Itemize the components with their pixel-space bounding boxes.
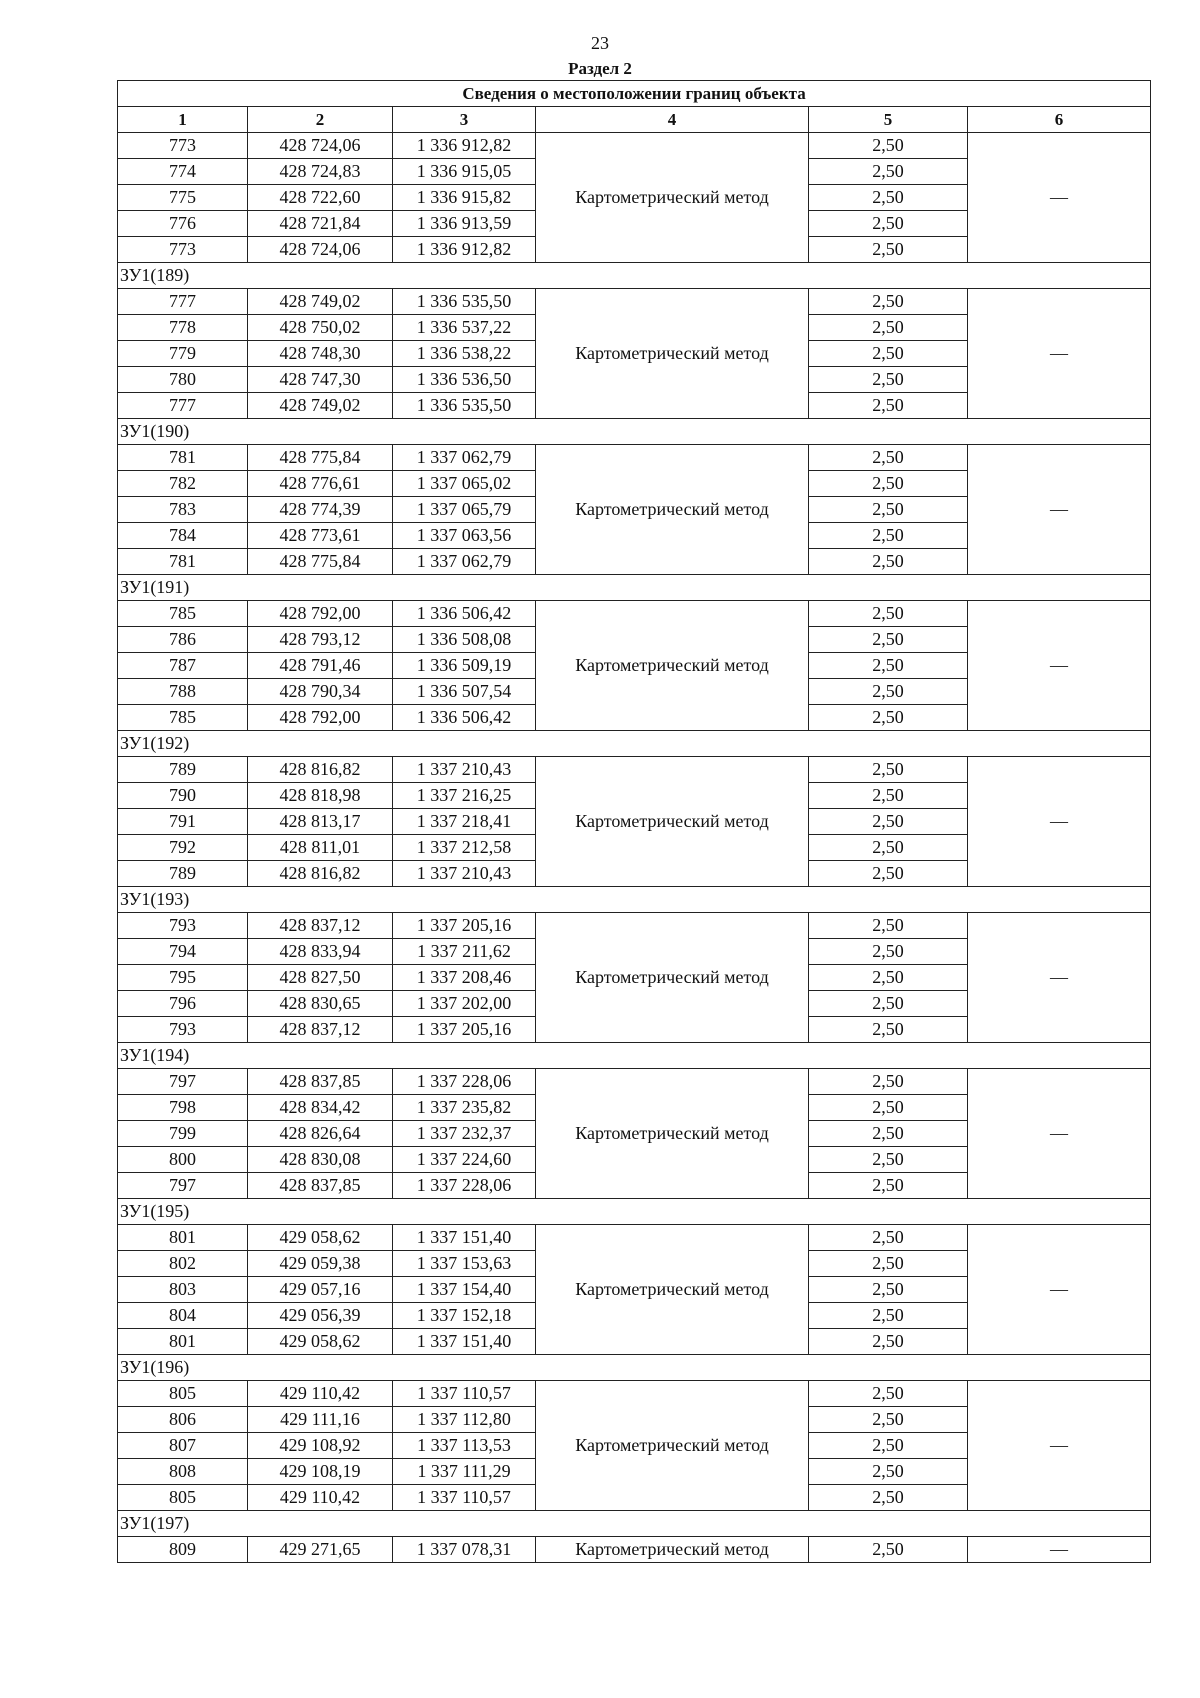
coordinate-y: 1 336 507,54 — [393, 679, 536, 705]
accuracy-value: 2,50 — [809, 237, 968, 263]
coordinate-x: 428 811,01 — [248, 835, 393, 861]
coordinate-x: 428 775,84 — [248, 445, 393, 471]
coordinate-y: 1 336 915,05 — [393, 159, 536, 185]
coordinate-x: 428 773,61 — [248, 523, 393, 549]
note-cell: — — [968, 1381, 1151, 1511]
coordinate-y: 1 336 537,22 — [393, 315, 536, 341]
method-cell: Картометрический метод — [536, 757, 809, 887]
coordinate-y: 1 337 224,60 — [393, 1147, 536, 1173]
point-number: 773 — [118, 133, 248, 159]
coordinate-y: 1 337 062,79 — [393, 445, 536, 471]
coordinate-x: 428 791,46 — [248, 653, 393, 679]
coordinate-x: 429 111,16 — [248, 1407, 393, 1433]
accuracy-value: 2,50 — [809, 549, 968, 575]
accuracy-value: 2,50 — [809, 367, 968, 393]
coordinate-y: 1 337 235,82 — [393, 1095, 536, 1121]
coordinate-x: 429 056,39 — [248, 1303, 393, 1329]
coordinate-x: 428 837,12 — [248, 1017, 393, 1043]
point-number: 803 — [118, 1277, 248, 1303]
coordinate-x: 428 724,83 — [248, 159, 393, 185]
note-cell: — — [968, 1069, 1151, 1199]
table-caption-row — [118, 81, 1151, 107]
accuracy-value: 2,50 — [809, 1225, 968, 1251]
point-number: 800 — [118, 1147, 248, 1173]
coordinate-y: 1 336 536,50 — [393, 367, 536, 393]
note-cell: — — [968, 757, 1151, 887]
coordinate-y: 1 337 153,63 — [393, 1251, 536, 1277]
parcel-label: ЗУ1(190) — [118, 419, 1151, 445]
accuracy-value: 2,50 — [809, 1173, 968, 1199]
boundary-coordinates-table — [117, 80, 1151, 1563]
point-number: 781 — [118, 549, 248, 575]
accuracy-value: 2,50 — [809, 653, 968, 679]
coordinate-y: 1 337 062,79 — [393, 549, 536, 575]
point-number: 781 — [118, 445, 248, 471]
parcel-label-row — [118, 263, 1151, 289]
coordinate-y: 1 336 538,22 — [393, 341, 536, 367]
point-number: 795 — [118, 965, 248, 991]
point-number: 801 — [118, 1329, 248, 1355]
coordinate-x: 429 108,92 — [248, 1433, 393, 1459]
point-number: 790 — [118, 783, 248, 809]
coordinate-x: 428 792,00 — [248, 601, 393, 627]
point-number: 802 — [118, 1251, 248, 1277]
point-number: 775 — [118, 185, 248, 211]
coordinate-x: 428 827,50 — [248, 965, 393, 991]
coordinate-y: 1 337 065,02 — [393, 471, 536, 497]
point-number: 773 — [118, 237, 248, 263]
point-number: 797 — [118, 1173, 248, 1199]
coordinate-x: 428 818,98 — [248, 783, 393, 809]
table-body — [118, 133, 1151, 1563]
parcel-label-row — [118, 1511, 1151, 1537]
coordinate-x: 429 108,19 — [248, 1459, 393, 1485]
note-cell: — — [968, 289, 1151, 419]
column-number-row — [118, 107, 1151, 133]
point-number: 808 — [118, 1459, 248, 1485]
point-number: 798 — [118, 1095, 248, 1121]
column-header: 5 — [809, 107, 968, 133]
coordinate-y: 1 337 228,06 — [393, 1173, 536, 1199]
coordinate-y: 1 337 211,62 — [393, 939, 536, 965]
note-cell: — — [968, 1225, 1151, 1355]
coordinate-y: 1 337 210,43 — [393, 757, 536, 783]
accuracy-value: 2,50 — [809, 471, 968, 497]
table-row — [118, 133, 1151, 159]
coordinate-y: 1 336 509,19 — [393, 653, 536, 679]
coordinate-x: 428 816,82 — [248, 861, 393, 887]
point-number: 789 — [118, 861, 248, 887]
accuracy-value: 2,50 — [809, 133, 968, 159]
coordinate-y: 1 337 112,80 — [393, 1407, 536, 1433]
point-number: 784 — [118, 523, 248, 549]
accuracy-value: 2,50 — [809, 211, 968, 237]
table-row — [118, 757, 1151, 783]
parcel-label: ЗУ1(195) — [118, 1199, 1151, 1225]
coordinate-x: 428 826,64 — [248, 1121, 393, 1147]
point-number: 779 — [118, 341, 248, 367]
coordinate-x: 428 776,61 — [248, 471, 393, 497]
coordinate-x: 428 748,30 — [248, 341, 393, 367]
coordinate-y: 1 337 228,06 — [393, 1069, 536, 1095]
accuracy-value: 2,50 — [809, 627, 968, 653]
coordinate-x: 428 774,39 — [248, 497, 393, 523]
coordinate-y: 1 337 110,57 — [393, 1381, 536, 1407]
point-number: 777 — [118, 289, 248, 315]
coordinate-y: 1 337 151,40 — [393, 1329, 536, 1355]
coordinate-x: 428 721,84 — [248, 211, 393, 237]
accuracy-value: 2,50 — [809, 783, 968, 809]
coordinate-y: 1 337 154,40 — [393, 1277, 536, 1303]
point-number: 788 — [118, 679, 248, 705]
accuracy-value: 2,50 — [809, 523, 968, 549]
coordinate-x: 429 057,16 — [248, 1277, 393, 1303]
method-cell: Картометрический метод — [536, 289, 809, 419]
coordinate-x: 428 830,08 — [248, 1147, 393, 1173]
coordinate-x: 428 790,34 — [248, 679, 393, 705]
point-number: 791 — [118, 809, 248, 835]
accuracy-value: 2,50 — [809, 835, 968, 861]
coordinate-y: 1 337 113,53 — [393, 1433, 536, 1459]
coordinate-x: 428 830,65 — [248, 991, 393, 1017]
parcel-label-row — [118, 1199, 1151, 1225]
coordinate-y: 1 337 152,18 — [393, 1303, 536, 1329]
point-number: 797 — [118, 1069, 248, 1095]
table-row — [118, 913, 1151, 939]
coordinate-y: 1 337 218,41 — [393, 809, 536, 835]
coordinate-x: 428 792,00 — [248, 705, 393, 731]
method-cell: Картометрический метод — [536, 1225, 809, 1355]
parcel-label-row — [118, 575, 1151, 601]
coordinate-y: 1 337 232,37 — [393, 1121, 536, 1147]
coordinate-y: 1 337 065,79 — [393, 497, 536, 523]
coordinate-y: 1 336 912,82 — [393, 237, 536, 263]
coordinate-y: 1 336 915,82 — [393, 185, 536, 211]
coordinate-y: 1 336 912,82 — [393, 133, 536, 159]
point-number: 793 — [118, 1017, 248, 1043]
accuracy-value: 2,50 — [809, 1329, 968, 1355]
coordinate-x: 428 775,84 — [248, 549, 393, 575]
section-title: Раздел 2 — [568, 59, 632, 78]
coordinate-y: 1 336 535,50 — [393, 289, 536, 315]
accuracy-value: 2,50 — [809, 1095, 968, 1121]
point-number: 785 — [118, 601, 248, 627]
point-number: 789 — [118, 757, 248, 783]
accuracy-value: 2,50 — [809, 185, 968, 211]
point-number: 806 — [118, 1407, 248, 1433]
accuracy-value: 2,50 — [809, 1537, 968, 1563]
coordinate-y: 1 337 212,58 — [393, 835, 536, 861]
coordinate-x: 428 749,02 — [248, 393, 393, 419]
accuracy-value: 2,50 — [809, 1381, 968, 1407]
point-number: 780 — [118, 367, 248, 393]
coordinate-x: 428 837,85 — [248, 1069, 393, 1095]
coordinate-x: 429 110,42 — [248, 1485, 393, 1511]
parcel-label: ЗУ1(189) — [118, 263, 1151, 289]
coordinate-x: 429 058,62 — [248, 1329, 393, 1355]
coordinate-y: 1 337 151,40 — [393, 1225, 536, 1251]
point-number: 777 — [118, 393, 248, 419]
accuracy-value: 2,50 — [809, 1303, 968, 1329]
point-number: 807 — [118, 1433, 248, 1459]
point-number: 805 — [118, 1381, 248, 1407]
point-number: 783 — [118, 497, 248, 523]
point-number: 774 — [118, 159, 248, 185]
coordinate-x: 429 110,42 — [248, 1381, 393, 1407]
column-header: 2 — [248, 107, 393, 133]
column-header: 4 — [536, 107, 809, 133]
parcel-label-row — [118, 731, 1151, 757]
accuracy-value: 2,50 — [809, 393, 968, 419]
note-cell: — — [968, 1537, 1151, 1563]
coordinate-y: 1 337 216,25 — [393, 783, 536, 809]
coordinate-y: 1 337 111,29 — [393, 1459, 536, 1485]
accuracy-value: 2,50 — [809, 1433, 968, 1459]
coordinate-x: 428 724,06 — [248, 133, 393, 159]
table-caption: Сведения о местоположении границ объекта — [118, 81, 1151, 107]
accuracy-value: 2,50 — [809, 809, 968, 835]
coordinate-y: 1 337 210,43 — [393, 861, 536, 887]
coordinate-x: 428 793,12 — [248, 627, 393, 653]
note-cell: — — [968, 601, 1151, 731]
parcel-label: ЗУ1(196) — [118, 1355, 1151, 1381]
coordinate-x: 428 813,17 — [248, 809, 393, 835]
coordinate-y: 1 336 508,08 — [393, 627, 536, 653]
accuracy-value: 2,50 — [809, 705, 968, 731]
parcel-label: ЗУ1(197) — [118, 1511, 1151, 1537]
coordinate-x: 428 722,60 — [248, 185, 393, 211]
accuracy-value: 2,50 — [809, 497, 968, 523]
point-number: 776 — [118, 211, 248, 237]
accuracy-value: 2,50 — [809, 1069, 968, 1095]
accuracy-value: 2,50 — [809, 315, 968, 341]
parcel-label: ЗУ1(193) — [118, 887, 1151, 913]
point-number: 804 — [118, 1303, 248, 1329]
coordinate-x: 429 059,38 — [248, 1251, 393, 1277]
note-cell: — — [968, 445, 1151, 575]
point-number: 794 — [118, 939, 248, 965]
coordinate-x: 428 750,02 — [248, 315, 393, 341]
coordinate-x: 429 271,65 — [248, 1537, 393, 1563]
coordinate-y: 1 337 078,31 — [393, 1537, 536, 1563]
coordinate-x: 428 749,02 — [248, 289, 393, 315]
point-number: 787 — [118, 653, 248, 679]
accuracy-value: 2,50 — [809, 1251, 968, 1277]
accuracy-value: 2,50 — [809, 601, 968, 627]
accuracy-value: 2,50 — [809, 1277, 968, 1303]
accuracy-value: 2,50 — [809, 1459, 968, 1485]
parcel-label: ЗУ1(194) — [118, 1043, 1151, 1069]
point-number: 782 — [118, 471, 248, 497]
table-row — [118, 289, 1151, 315]
coordinate-x: 429 058,62 — [248, 1225, 393, 1251]
accuracy-value: 2,50 — [809, 1147, 968, 1173]
table-row — [118, 1225, 1151, 1251]
parcel-label-row — [118, 1043, 1151, 1069]
coordinate-x: 428 816,82 — [248, 757, 393, 783]
column-header: 1 — [118, 107, 248, 133]
column-header: 6 — [968, 107, 1151, 133]
point-number: 778 — [118, 315, 248, 341]
accuracy-value: 2,50 — [809, 913, 968, 939]
parcel-label-row — [118, 887, 1151, 913]
point-number: 785 — [118, 705, 248, 731]
accuracy-value: 2,50 — [809, 1017, 968, 1043]
coordinate-x: 428 833,94 — [248, 939, 393, 965]
coordinate-x: 428 834,42 — [248, 1095, 393, 1121]
coordinate-y: 1 336 913,59 — [393, 211, 536, 237]
coordinate-x: 428 837,85 — [248, 1173, 393, 1199]
point-number: 809 — [118, 1537, 248, 1563]
table-row — [118, 445, 1151, 471]
parcel-label: ЗУ1(192) — [118, 731, 1151, 757]
method-cell: Картометрический метод — [536, 445, 809, 575]
accuracy-value: 2,50 — [809, 679, 968, 705]
accuracy-value: 2,50 — [809, 159, 968, 185]
coordinate-x: 428 837,12 — [248, 913, 393, 939]
coordinate-y: 1 337 205,16 — [393, 913, 536, 939]
column-header: 3 — [393, 107, 536, 133]
point-number: 801 — [118, 1225, 248, 1251]
point-number: 799 — [118, 1121, 248, 1147]
coordinate-x: 428 747,30 — [248, 367, 393, 393]
table-row — [118, 1069, 1151, 1095]
method-cell: Картометрический метод — [536, 1537, 809, 1563]
accuracy-value: 2,50 — [809, 445, 968, 471]
accuracy-value: 2,50 — [809, 991, 968, 1017]
method-cell: Картометрический метод — [536, 1381, 809, 1511]
accuracy-value: 2,50 — [809, 1121, 968, 1147]
method-cell: Картометрический метод — [536, 913, 809, 1043]
coordinate-x: 428 724,06 — [248, 237, 393, 263]
accuracy-value: 2,50 — [809, 1407, 968, 1433]
accuracy-value: 2,50 — [809, 341, 968, 367]
coordinate-y: 1 337 110,57 — [393, 1485, 536, 1511]
coordinate-y: 1 336 535,50 — [393, 393, 536, 419]
accuracy-value: 2,50 — [809, 289, 968, 315]
point-number: 786 — [118, 627, 248, 653]
method-cell: Картометрический метод — [536, 1069, 809, 1199]
method-cell: Картометрический метод — [536, 601, 809, 731]
coordinate-y: 1 337 208,46 — [393, 965, 536, 991]
table-row — [118, 1381, 1151, 1407]
accuracy-value: 2,50 — [809, 965, 968, 991]
table-row — [118, 1537, 1151, 1563]
accuracy-value: 2,50 — [809, 939, 968, 965]
note-cell: — — [968, 913, 1151, 1043]
method-cell: Картометрический метод — [536, 133, 809, 263]
accuracy-value: 2,50 — [809, 861, 968, 887]
point-number: 796 — [118, 991, 248, 1017]
coordinate-y: 1 336 506,42 — [393, 601, 536, 627]
coordinate-y: 1 337 063,56 — [393, 523, 536, 549]
point-number: 793 — [118, 913, 248, 939]
parcel-label: ЗУ1(191) — [118, 575, 1151, 601]
parcel-label-row — [118, 419, 1151, 445]
accuracy-value: 2,50 — [809, 1485, 968, 1511]
note-cell: — — [968, 133, 1151, 263]
coordinate-y: 1 337 205,16 — [393, 1017, 536, 1043]
point-number: 805 — [118, 1485, 248, 1511]
page-number: 23 — [591, 33, 609, 53]
point-number: 792 — [118, 835, 248, 861]
parcel-label-row — [118, 1355, 1151, 1381]
coordinate-y: 1 336 506,42 — [393, 705, 536, 731]
accuracy-value: 2,50 — [809, 757, 968, 783]
table-row — [118, 601, 1151, 627]
coordinate-y: 1 337 202,00 — [393, 991, 536, 1017]
